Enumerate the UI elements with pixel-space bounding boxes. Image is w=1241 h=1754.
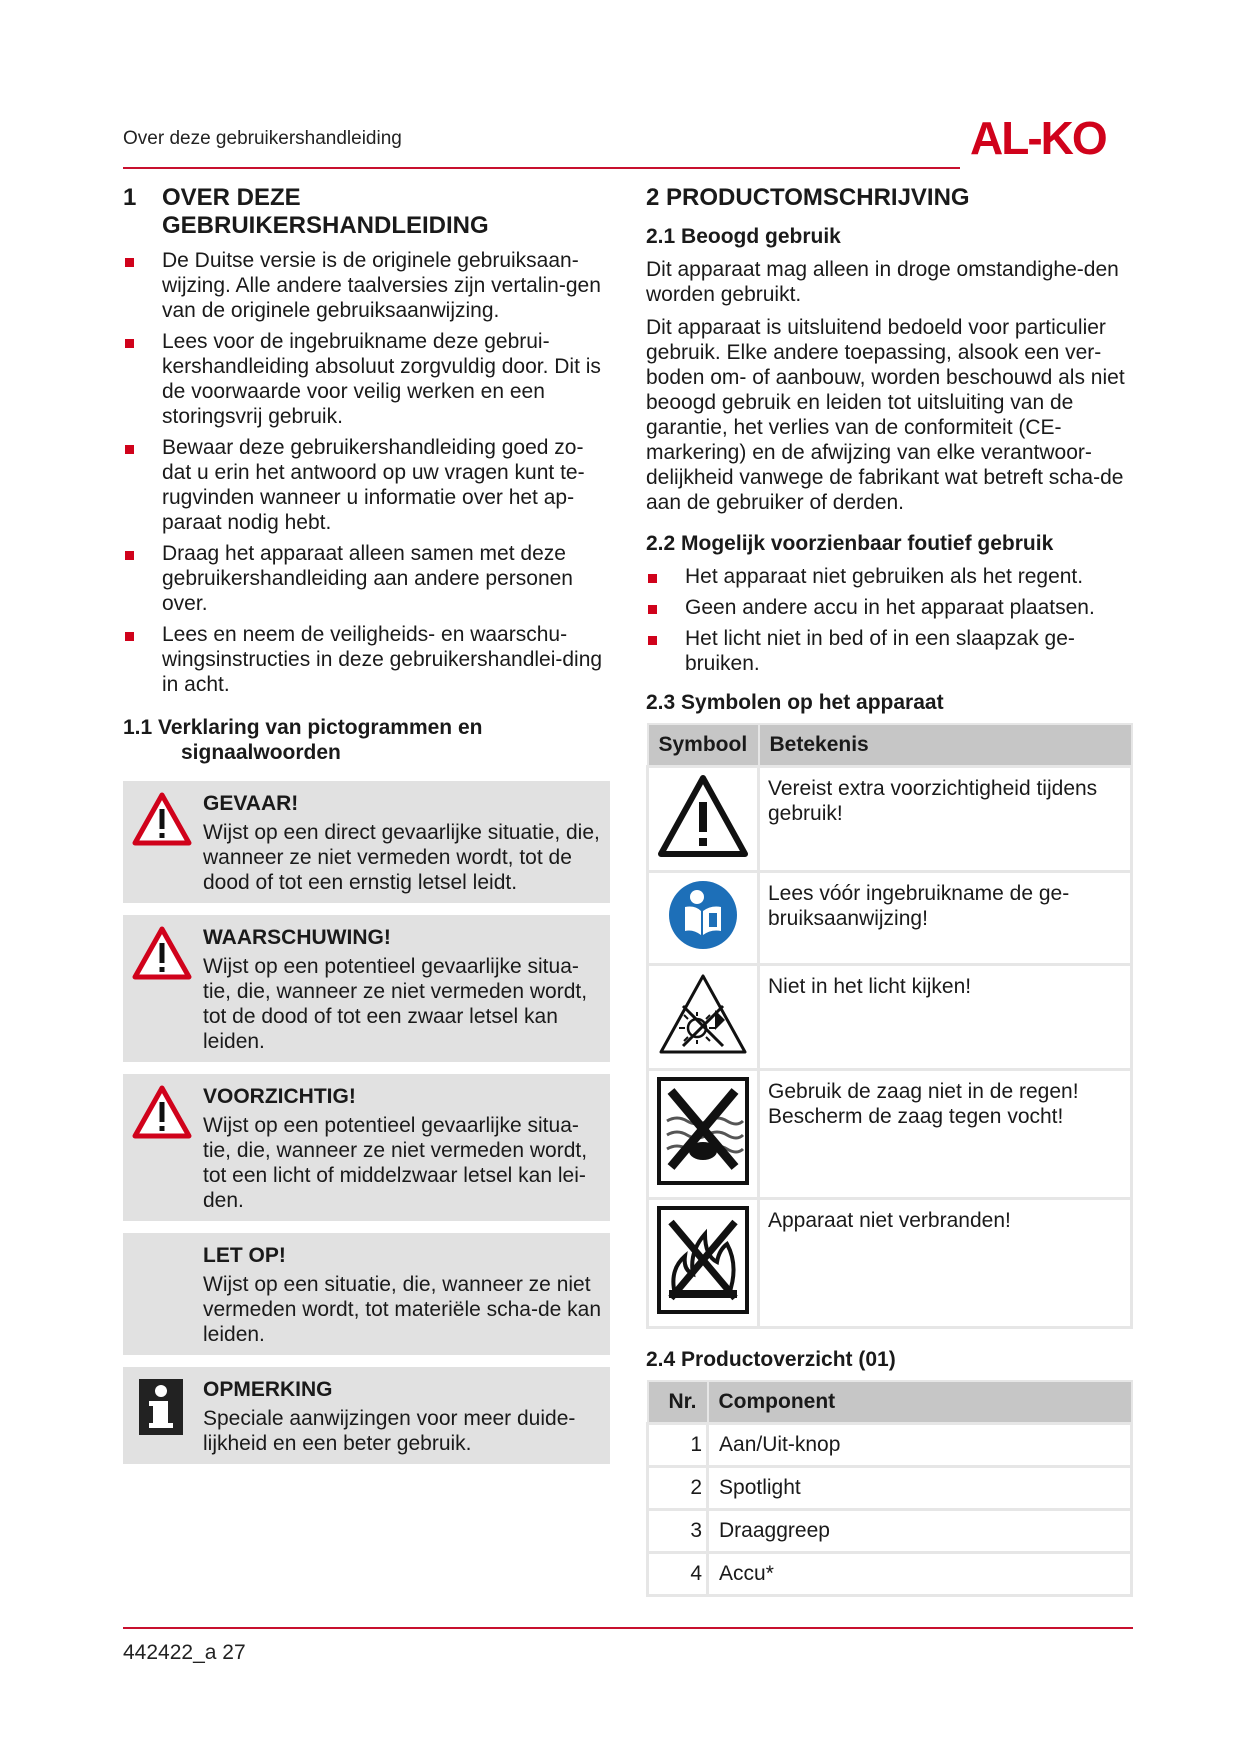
meaning-column-header: Betekenis xyxy=(759,724,1132,767)
list-item: Lees en neem de veiligheids- en waarschu-wingsinstructies in deze gebruikershandlei-ding in acht. xyxy=(123,622,610,697)
svg-text:AL-KO: AL-KO xyxy=(970,112,1106,162)
warning-triangle-icon xyxy=(657,772,749,860)
no-rain-icon xyxy=(655,1075,751,1187)
section-2-4-heading: 2.4 Productoverzicht (01) xyxy=(646,1348,896,1371)
page-footer: 442422_a 27 xyxy=(123,1641,246,1664)
table-row: Niet in het licht kijken! xyxy=(648,965,1132,1070)
table-row: Vereist extra voorzichtigheid tijdens gebruik! xyxy=(648,767,1132,872)
nr-column-header: Nr. xyxy=(648,1381,708,1424)
header-rule xyxy=(123,167,960,169)
list-item: Bewaar deze gebruikershandleiding goed zo-dat u erin het antwoord op uw vragen kunt te-rugvinden wanneer u informatie over het ap-paraat nodig hebt. xyxy=(123,435,610,535)
read-manual-icon xyxy=(665,877,741,953)
no-looking-into-light-icon xyxy=(657,970,749,1058)
warning-triangle-icon xyxy=(131,925,193,981)
alko-logo xyxy=(970,110,1130,162)
right-column xyxy=(646,184,1133,1597)
no-burning-icon xyxy=(655,1204,751,1316)
table-row: Lees vóór ingebruikname de ge-bruiksaanwijzing! xyxy=(648,872,1132,965)
section-2-3-heading: 2.3 Symbolen op het apparaat xyxy=(646,691,944,714)
list-item: Lees voor de ingebruikname deze gebrui-kershandleiding absoluut zorgvuldig door. Dit is de voorwaarde voor veilig werken en een storingsvrij gebruik. xyxy=(123,329,610,429)
table-row: 4 Accu* xyxy=(648,1553,1132,1596)
danger-box: GEVAAR! Wijst op een direct gevaarlijke situatie, die, wanneer ze niet vermeden wordt, tot de dood of tot een ernstig letsel leidt. xyxy=(123,781,610,903)
section-2-2-heading: 2.2 Mogelijk voorzienbaar foutief gebruik xyxy=(646,532,1054,555)
table-row: 1 Aan/Uit-knop xyxy=(648,1424,1132,1467)
table-row: 3 Draaggreep xyxy=(648,1510,1132,1553)
caution-box: VOORZICHTIG! Wijst op een potentieel gevaarlijke situa-tie, die, wanneer ze niet vermeden wordt, tot een licht of middelzwaar letsel kan lei-den. xyxy=(123,1074,610,1221)
warning-box: WAARSCHUWING! Wijst op een potentieel gevaarlijke situa-tie, die, wanneer ze niet vermeden wordt, tot de dood of tot een zwaar letsel kan leiden. xyxy=(123,915,610,1062)
section-1-1-heading: 1.1 Verklaring van pictogrammen en signaalwoorden xyxy=(123,716,483,764)
list-item: Het licht niet in bed of in een slaapzak ge-bruiken. xyxy=(646,626,1133,676)
info-icon xyxy=(131,1379,193,1435)
running-header: Over deze gebruikershandleiding xyxy=(123,128,402,149)
list-item: Draag het apparaat alleen samen met deze gebruikershandleiding aan andere personen over. xyxy=(123,541,610,616)
list-item: Het apparaat niet gebruiken als het regent. xyxy=(646,564,1133,589)
left-column xyxy=(123,184,610,1476)
section-2-1-heading: 2.1 Beoogd gebruik xyxy=(646,225,841,248)
note-box: OPMERKING Speciale aanwijzingen voor meer duide-lijkheid en een beter gebruik. xyxy=(123,1367,610,1464)
symbol-column-header: Symbool xyxy=(648,724,759,767)
component-column-header: Component xyxy=(708,1381,1132,1424)
components-table xyxy=(646,1380,1133,1597)
notice-box: LET OP! Wijst op een situatie, die, wanneer ze niet vermeden wordt, tot materiële scha-de kan leiden. xyxy=(123,1233,610,1355)
table-row: Gebruik de zaag niet in de regen! Bescherm de zaag tegen vocht! xyxy=(648,1070,1132,1199)
table-row: 2 Spotlight xyxy=(648,1467,1132,1510)
warning-triangle-icon xyxy=(131,791,193,847)
intro-bullets xyxy=(123,248,610,697)
table-row: Apparaat niet verbranden! xyxy=(648,1199,1132,1328)
section-1-heading: 1 OVER DEZE GEBRUIKERSHANDLEIDING xyxy=(123,184,489,239)
section-2-heading: 2 PRODUCTOMSCHRIJVING xyxy=(646,184,970,211)
intended-use-paragraph-1: Dit apparaat mag alleen in droge omstandighe-den worden gebruikt. xyxy=(646,258,1119,306)
symbols-table xyxy=(646,723,1133,1329)
footer-rule xyxy=(123,1627,1133,1629)
list-item: Geen andere accu in het apparaat plaatsen. xyxy=(646,595,1133,620)
misuse-bullets xyxy=(646,564,1133,676)
intended-use-paragraph-2: Dit apparaat is uitsluitend bedoeld voor particulier gebruik. Elke andere toepassing, alsook een ver-boden om- of aanbouw, worden beschouwd als niet beoogd gebruik en leiden tot uitsluiting van de garantie, het verlies van de conformiteit (CE-markering) en de afwijzing van elke verantwoor-delijkheid vanwege de fabrikant wat betreft scha-de aan de gebruiker of derden. xyxy=(646,316,1125,514)
list-item: De Duitse versie is de originele gebruiksaan-wijzing. Alle andere taalversies zijn vertalin-gen van de originele gebruiksaanwijzing. xyxy=(123,248,610,323)
warning-triangle-icon xyxy=(131,1084,193,1140)
